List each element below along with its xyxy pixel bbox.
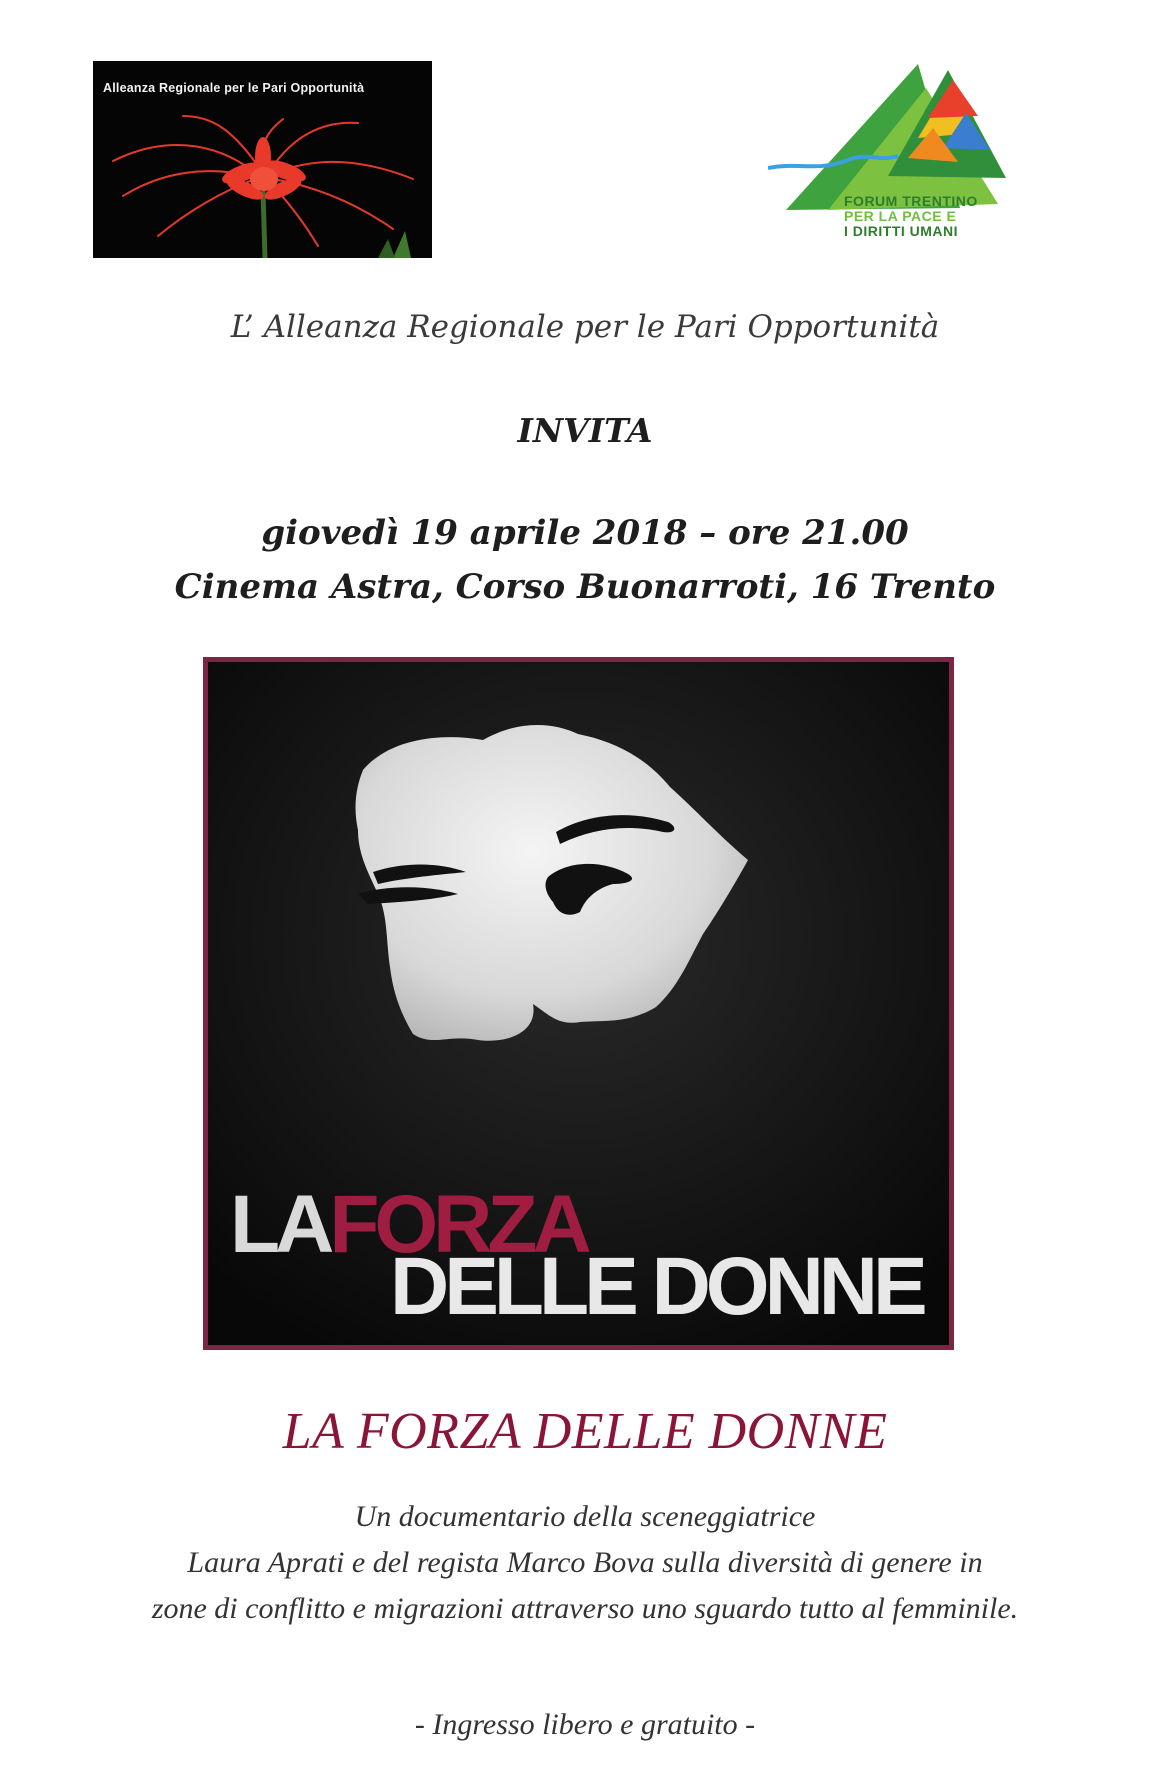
event-venue: Cinema Astra, Corso Buonarroti, 16 Trento [174,567,996,607]
forum-line-2: PER LA PACE E [844,208,957,224]
forum-line-3: I DIRITTI UMANI [844,223,959,239]
forum-trentino-text [844,194,978,239]
poster-title-forza: FORZA [329,1179,587,1270]
alleanza-logo [93,61,432,258]
poster-title-la: LA [230,1179,330,1270]
description-line-2: Laura Aprati e del regista Marco Bova sulla diversità di genere in [187,1546,983,1579]
description-line-1: Un documentario della sceneggiatrice [354,1500,816,1533]
forum-trentino-logo [768,58,1040,258]
poster-title-line-2: DELLE DONNE [390,1241,923,1332]
invita-heading: INVITA [517,411,653,450]
alleanza-logo-text: Alleanza Regionale per le Pari Opportunità [103,81,365,95]
free-entry-note: - Ingresso libero e gratuito - [414,1708,756,1741]
film-poster [203,657,954,1350]
event-date-time: giovedì 19 aprile 2018 – ore 21.00 [261,513,909,553]
description-line-3: zone di conflitto e migrazioni attraverso uno sguardo tutto al femminile. [151,1592,1019,1625]
film-description [0,1494,1170,1632]
film-title: LA FORZA DELLE DONNE [282,1403,888,1460]
organization-line: L’ Alleanza Regionale per le Pari Opportunità [230,309,940,345]
forum-line-1: FORUM TRENTINO [844,193,978,209]
